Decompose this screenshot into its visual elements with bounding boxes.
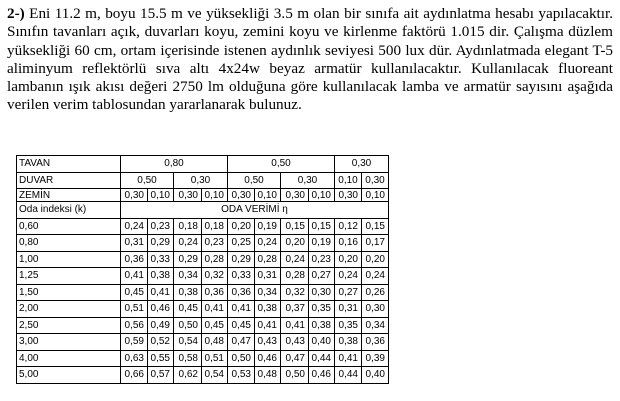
table-row [17, 350, 389, 367]
room-index-cell: 2,50 [17, 317, 121, 334]
efficiency-cell: 0,50 [174, 317, 202, 334]
efficiency-cell: 0,26 [362, 284, 389, 301]
efficiency-cell: 0,20 [362, 251, 389, 268]
table-row [17, 367, 389, 384]
oda-verimi-row [17, 202, 389, 219]
efficiency-cell: 0,15 [309, 218, 335, 235]
efficiency-cell: 0,38 [174, 284, 202, 301]
efficiency-cell: 0,17 [362, 235, 389, 252]
oda-verimi-label: ODA VERİMİ η [121, 202, 389, 219]
efficiency-cell: 0,23 [309, 251, 335, 268]
efficiency-cell: 0,41 [148, 284, 174, 301]
room-index-cell: 0,60 [17, 218, 121, 235]
tavan-label: TAVAN [17, 156, 121, 173]
efficiency-cell: 0,66 [121, 367, 148, 384]
room-index-cell: 1,00 [17, 251, 121, 268]
efficiency-cell: 0,41 [281, 317, 309, 334]
efficiency-cell: 0,38 [309, 317, 335, 334]
zemin-value: 0,30 [121, 189, 148, 202]
efficiency-cell: 0,28 [255, 251, 281, 268]
table-row [17, 301, 389, 318]
efficiency-cell: 0,46 [255, 350, 281, 367]
efficiency-cell: 0,59 [121, 334, 148, 351]
efficiency-table [16, 155, 389, 384]
room-index-cell: 1,50 [17, 284, 121, 301]
efficiency-cell: 0,25 [228, 235, 255, 252]
efficiency-cell: 0,15 [281, 218, 309, 235]
efficiency-cell: 0,15 [362, 218, 389, 235]
zemin-label: ZEMİN [17, 189, 121, 202]
efficiency-cell: 0,28 [202, 251, 228, 268]
efficiency-cell: 0,55 [148, 350, 174, 367]
efficiency-cell: 0,29 [174, 251, 202, 268]
efficiency-cell: 0,36 [362, 334, 389, 351]
zemin-row [17, 189, 389, 202]
efficiency-cell: 0,40 [362, 367, 389, 384]
efficiency-cell: 0,30 [362, 301, 389, 318]
efficiency-cell: 0,31 [255, 268, 281, 285]
room-index-cell: 4,00 [17, 350, 121, 367]
tavan-value: 0,30 [335, 156, 389, 173]
table-row [17, 284, 389, 301]
duvar-value: 0,10 [335, 172, 362, 189]
efficiency-cell: 0,52 [148, 334, 174, 351]
efficiency-cell: 0,33 [148, 251, 174, 268]
efficiency-cell: 0,32 [202, 268, 228, 285]
efficiency-cell: 0,36 [202, 284, 228, 301]
efficiency-cell: 0,41 [228, 301, 255, 318]
efficiency-cell: 0,20 [335, 251, 362, 268]
efficiency-cell: 0,34 [255, 284, 281, 301]
efficiency-cell: 0,18 [174, 218, 202, 235]
zemin-value: 0,10 [362, 189, 389, 202]
efficiency-cell: 0,45 [121, 284, 148, 301]
efficiency-cell: 0,45 [202, 317, 228, 334]
efficiency-cell: 0,43 [281, 334, 309, 351]
duvar-label: DUVAR [17, 172, 121, 189]
room-index-cell: 0,80 [17, 235, 121, 252]
efficiency-cell: 0,24 [255, 235, 281, 252]
efficiency-cell: 0,24 [121, 218, 148, 235]
efficiency-cell: 0,47 [228, 334, 255, 351]
room-index-cell: 3,00 [17, 334, 121, 351]
problem-number: 2-) [7, 5, 25, 22]
efficiency-cell: 0,63 [121, 350, 148, 367]
table-row [17, 218, 389, 235]
efficiency-cell: 0,24 [281, 251, 309, 268]
efficiency-cell: 0,41 [335, 350, 362, 367]
efficiency-cell: 0,46 [309, 367, 335, 384]
efficiency-cell: 0,44 [335, 367, 362, 384]
efficiency-cell: 0,48 [202, 334, 228, 351]
efficiency-cell: 0,62 [174, 367, 202, 384]
duvar-value: 0,50 [121, 172, 174, 189]
efficiency-cell: 0,38 [148, 268, 174, 285]
efficiency-cell: 0,28 [281, 268, 309, 285]
tavan-row [17, 156, 389, 173]
efficiency-cell: 0,36 [121, 251, 148, 268]
efficiency-cell: 0,41 [255, 317, 281, 334]
efficiency-cell: 0,35 [335, 317, 362, 334]
efficiency-cell: 0,45 [174, 301, 202, 318]
efficiency-cell: 0,53 [228, 367, 255, 384]
efficiency-cell: 0,16 [335, 235, 362, 252]
efficiency-table-container [16, 155, 389, 384]
efficiency-cell: 0,31 [121, 235, 148, 252]
efficiency-cell: 0,32 [281, 284, 309, 301]
efficiency-cell: 0,12 [335, 218, 362, 235]
efficiency-cell: 0,37 [281, 301, 309, 318]
duvar-value: 0,30 [174, 172, 228, 189]
efficiency-cell: 0,54 [174, 334, 202, 351]
efficiency-cell: 0,24 [174, 235, 202, 252]
efficiency-cell: 0,35 [309, 301, 335, 318]
efficiency-cell: 0,34 [174, 268, 202, 285]
tavan-value: 0,50 [228, 156, 335, 173]
efficiency-cell: 0,50 [228, 350, 255, 367]
efficiency-cell: 0,20 [228, 218, 255, 235]
efficiency-cell: 0,45 [228, 317, 255, 334]
table-row [17, 268, 389, 285]
room-index-cell: 1,25 [17, 268, 121, 285]
efficiency-cell: 0,41 [121, 268, 148, 285]
efficiency-cell: 0,46 [148, 301, 174, 318]
efficiency-cell: 0,41 [202, 301, 228, 318]
problem-text: Eni 11.2 m, boyu 15.5 m ve yüksekliği 3.5 m olan bir sınıfa ait aydınlatma hesabı yapılacaktır. Sınıfın tavanları açık, duvarları koyu, zemini koyu ve kirlenme faktörü 1.015 dir. Çalışma düzlem yüksekliği 60 cm, ortam içerisinde istenen aydınlık seviyesi 500 lux dür. Aydınlatmada elegant T-5 aliminyum reflektörlü sıva altı 4x24w beyaz armatür kullanılacaktır. Kullanılacak fluoreant lambanın ışık akısı değeri 2750 lm olduğuna göre kullanılacak lamba ve armatür sayısını aşağıda verilen verim tablosundan yararlanarak bulunuz. [7, 5, 614, 114]
zemin-value: 0,30 [228, 189, 255, 202]
room-index-cell: 5,00 [17, 367, 121, 384]
efficiency-cell: 0,30 [309, 284, 335, 301]
duvar-row [17, 172, 389, 189]
table-row [17, 317, 389, 334]
zemin-value: 0,10 [148, 189, 174, 202]
efficiency-cell: 0,29 [228, 251, 255, 268]
efficiency-cell: 0,51 [121, 301, 148, 318]
efficiency-cell: 0,27 [309, 268, 335, 285]
efficiency-cell: 0,24 [362, 268, 389, 285]
efficiency-cell: 0,24 [335, 268, 362, 285]
efficiency-cell: 0,38 [335, 334, 362, 351]
efficiency-cell: 0,57 [148, 367, 174, 384]
zemin-value: 0,30 [335, 189, 362, 202]
tavan-value: 0,80 [121, 156, 228, 173]
efficiency-cell: 0,19 [255, 218, 281, 235]
efficiency-cell: 0,34 [362, 317, 389, 334]
efficiency-cell: 0,38 [255, 301, 281, 318]
efficiency-cell: 0,20 [281, 235, 309, 252]
efficiency-cell: 0,36 [228, 284, 255, 301]
efficiency-cell: 0,51 [202, 350, 228, 367]
efficiency-cell: 0,43 [255, 334, 281, 351]
efficiency-cell: 0,50 [281, 367, 309, 384]
zemin-value: 0,10 [255, 189, 281, 202]
zemin-value: 0,10 [309, 189, 335, 202]
problem-statement [7, 5, 613, 115]
efficiency-cell: 0,56 [121, 317, 148, 334]
efficiency-cell: 0,33 [228, 268, 255, 285]
efficiency-cell: 0,29 [148, 235, 174, 252]
efficiency-cell: 0,49 [148, 317, 174, 334]
duvar-value: 0,50 [228, 172, 281, 189]
efficiency-cell: 0,39 [362, 350, 389, 367]
zemin-value: 0,30 [281, 189, 309, 202]
table-row [17, 235, 389, 252]
efficiency-cell: 0,27 [335, 284, 362, 301]
duvar-value: 0,30 [281, 172, 335, 189]
efficiency-cell: 0,54 [202, 367, 228, 384]
table-row [17, 334, 389, 351]
duvar-value: 0,30 [362, 172, 389, 189]
efficiency-cell: 0,18 [202, 218, 228, 235]
efficiency-cell: 0,23 [202, 235, 228, 252]
zemin-value: 0,30 [174, 189, 202, 202]
efficiency-cell: 0,40 [309, 334, 335, 351]
efficiency-cell: 0,58 [174, 350, 202, 367]
table-row [17, 251, 389, 268]
efficiency-cell: 0,44 [309, 350, 335, 367]
efficiency-cell: 0,19 [309, 235, 335, 252]
efficiency-cell: 0,47 [281, 350, 309, 367]
oda-indeksi-label: Oda indeksi (k) [17, 202, 121, 219]
efficiency-cell: 0,48 [255, 367, 281, 384]
efficiency-cell: 0,31 [335, 301, 362, 318]
room-index-cell: 2,00 [17, 301, 121, 318]
zemin-value: 0,10 [202, 189, 228, 202]
efficiency-cell: 0,23 [148, 218, 174, 235]
